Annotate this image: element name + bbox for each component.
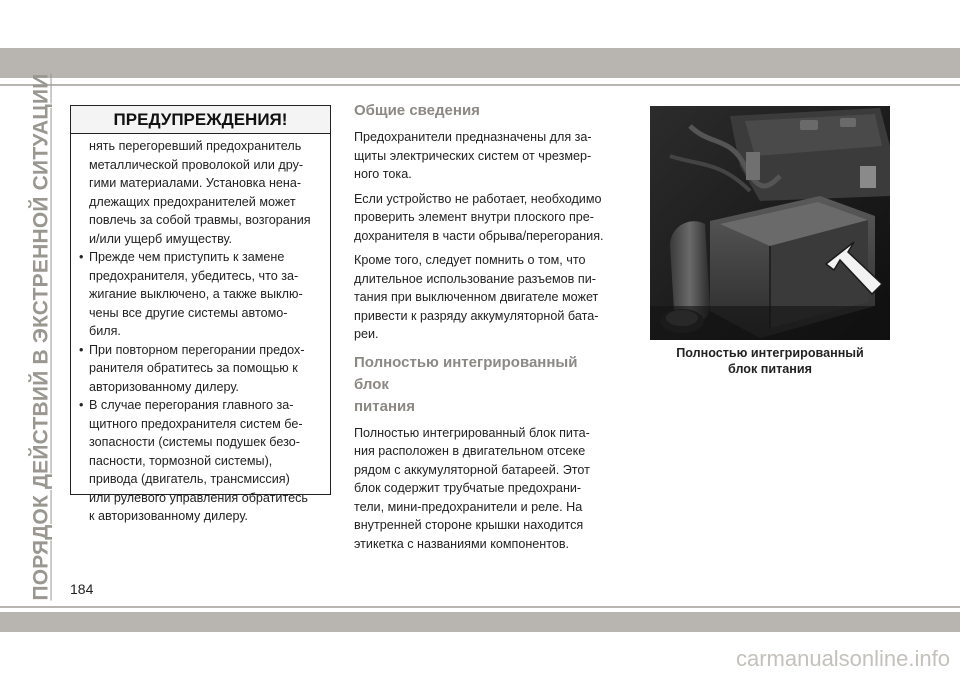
bottom-decor-line: [0, 606, 960, 608]
side-chapter-title-text: ПОРЯДОК ДЕЙСТВИЙ В ЭКСТРЕННОЙ СИТУАЦИИ: [30, 73, 53, 601]
paragraph-check: Если устройство не работает, необходимо проверить элемент внутри плоского пре- дохранителя в части обрыва/перегорания.: [354, 191, 604, 243]
warning-title: ПРЕДУПРЕЖДЕНИЯ!: [71, 106, 330, 134]
bullet-marker: •: [79, 250, 84, 264]
engine-bay-photo: [650, 106, 890, 340]
bullet-marker: •: [79, 342, 84, 357]
warning-box: [70, 105, 331, 523]
warning-body: [71, 134, 330, 526]
section-heading-power-block: Полностью интегрированный блок питания: [354, 353, 578, 415]
top-decor-band: [0, 48, 960, 78]
warning-bullet-item: • Прежде чем приступить к замене предохранителя, убедитесь, что за- жигание выключено, а также выклю- чены все другие системы автомо- биля.: [79, 250, 303, 338]
paragraph-battery: Кроме того, следует помнить о том, что длительное использование разъемов пи- тания при выключенном двигателе может привести к разряду аккумуляторной бата- реи.: [354, 253, 599, 341]
paragraph-purpose: Предохранители предназначены для за- щиты электрических систем от чрезмер- ного тока.: [354, 130, 592, 181]
watermark-text: carmanualsonline.info: [735, 646, 950, 671]
top-decor-line: [0, 84, 960, 86]
bottom-decor-band: [0, 612, 960, 632]
warning-bullet-item: • При повторном перегорании предох- ранителя обратитесь за помощью к авторизованному дилеру.: [79, 342, 305, 394]
bullet-marker: •: [79, 398, 84, 412]
paragraph-power-block: Полностью интегрированный блок пита- ния расположен в двигательном отсеке рядом с аккумуляторной батареей. Этот блок содержит трубчатые предохрани- тели, мини-предохранители и реле. На внутренней стороне крышки находится этикетка с названиями компонентов.: [354, 425, 590, 551]
warning-list: [79, 248, 321, 526]
page-number: 184: [70, 581, 94, 597]
warning-paragraph: нять перегоревший предохранитель металлической проволокой или дру- гими материалами. Установка нена- длежащих предохранителей может повлечь за собой травмы, возгорания и/или ущерб имуществу.: [89, 139, 311, 246]
section-heading-general: Общие сведения: [354, 102, 480, 119]
side-chapter-title: [22, 73, 62, 601]
photo-caption: Полностью интегрированный блок питания: [676, 346, 864, 376]
middle-column: [354, 100, 616, 553]
warning-bullet-item: • В случае перегорания главного за- щитного предохранителя систем бе- зопасности (системы подушек безо- пасности, тормозной системы), привода (двигатель, трансмиссия) или рулевого управления обратитесь к авторизованному дилеру.: [79, 398, 308, 523]
